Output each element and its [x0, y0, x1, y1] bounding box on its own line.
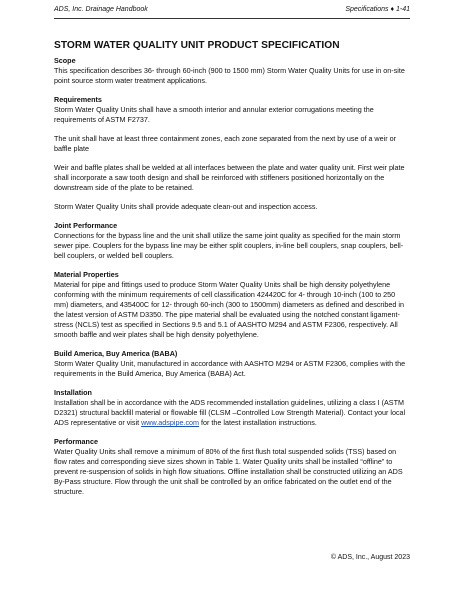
requirements-paragraph-3: Weir and baffle plates shall be welded at all interfaces between the plate and water quality unit. First weir plate shall incorporate a saw tooth design and shall be reinforced with stiffeners positioned horizontally on the downstream side of the plate to be retained.	[54, 163, 405, 192]
requirements-paragraph-2: The unit shall have at least three containment zones, each zone separated from the next by use of a weir or baffle plate	[54, 134, 397, 153]
material-properties-paragraph: Material for pipe and fittings used to produce Storm Water Quality Units shall be high density polyethylene conforming with the minimum requirements of cell classification 424420C for 4- through 10-inch (100 to 250 mm) diameters, and 435400C for 12- through 60-inch (300 to 1500mm) diameters as defined and described in the latest version of ASTM D3350. The pipe material shall be evaluated using the notched constant ligament-stress (NCLS) test as specified in Sections 9.5 and 5.1 of AASHTO M294 and ASTM F2306, respectively. All smooth baffle and weir plates shall be high density polyethylene.	[54, 280, 404, 339]
performance-heading: Performance	[54, 437, 98, 446]
requirements-heading: Requirements	[54, 95, 102, 104]
scope-heading: Scope	[54, 56, 76, 65]
joint-performance-heading: Joint Performance	[54, 221, 118, 230]
baba-paragraph: Storm Water Quality Unit, manufactured in accordance with AASHTO M294 or ASTM F2306, complies with the requirements in the Build America, Buy America (BABA) Act.	[54, 359, 406, 378]
header-handbook-title: ADS, Inc. Drainage Handbook	[54, 6, 148, 13]
installation-heading: Installation	[54, 388, 92, 397]
joint-performance-paragraph: Connections for the bypass line and the unit shall utilize the same joint quality as specified for the main storm sewer pipe. Couplers for the bypass line may be either split couplers, in-line bell couplers, snap couplers, bell-bell couplers, or welded bell couplers.	[54, 231, 404, 260]
header-section-page: Specifications ♦ 1-41	[345, 6, 410, 13]
installation-paragraph	[54, 398, 410, 428]
adspipe-link[interactable]: www.adspipe.com	[141, 418, 200, 427]
installation-text-after: for the latest installation instructions.	[199, 418, 317, 427]
copyright-footer: © ADS, Inc., August 2023	[330, 554, 410, 561]
document-body	[54, 40, 410, 497]
page-title: STORM WATER QUALITY UNIT PRODUCT SPECIFICATION	[54, 40, 340, 51]
requirements-paragraph-1: Storm Water Quality Units shall have a smooth interior and annular exterior corrugations meeting the requirements of ASTM F2737.	[54, 105, 374, 124]
installation-text-before: Installation shall be in accordance with the ADS recommended installation guidelines, utilizing a class I (ASTM D2321) structural backfill material or flowable fill (CLSM –Controlled Low Strength Material). Contact your local ADS representative or visit	[54, 398, 406, 427]
material-properties-heading: Material Properties	[54, 270, 119, 279]
baba-heading: Build America, Buy America (BABA)	[54, 349, 178, 358]
performance-paragraph: Water Quality Units shall remove a minimum of 80% of the first flush total suspended solids (TSS) based on flow rates and corresponding sieve sizes shown in Table 1. Water Quality units shall be installed “offline” to prevent re-suspension of solids in high flow situations. Offline installation shall be constructed utilizing an ADS By-Pass structure. Flow through the unit shall be controlled by an orifice fabricated on the outlet end of the structure.	[54, 447, 403, 496]
page-header	[54, 6, 410, 19]
requirements-paragraph-4: Storm Water Quality Units shall provide adequate clean-out and inspection access.	[54, 202, 318, 211]
scope-paragraph: This specification describes 36- through 60-inch (900 to 1500 mm) Storm Water Quality Units for use in on-site point source storm water treatment applications.	[54, 66, 405, 85]
